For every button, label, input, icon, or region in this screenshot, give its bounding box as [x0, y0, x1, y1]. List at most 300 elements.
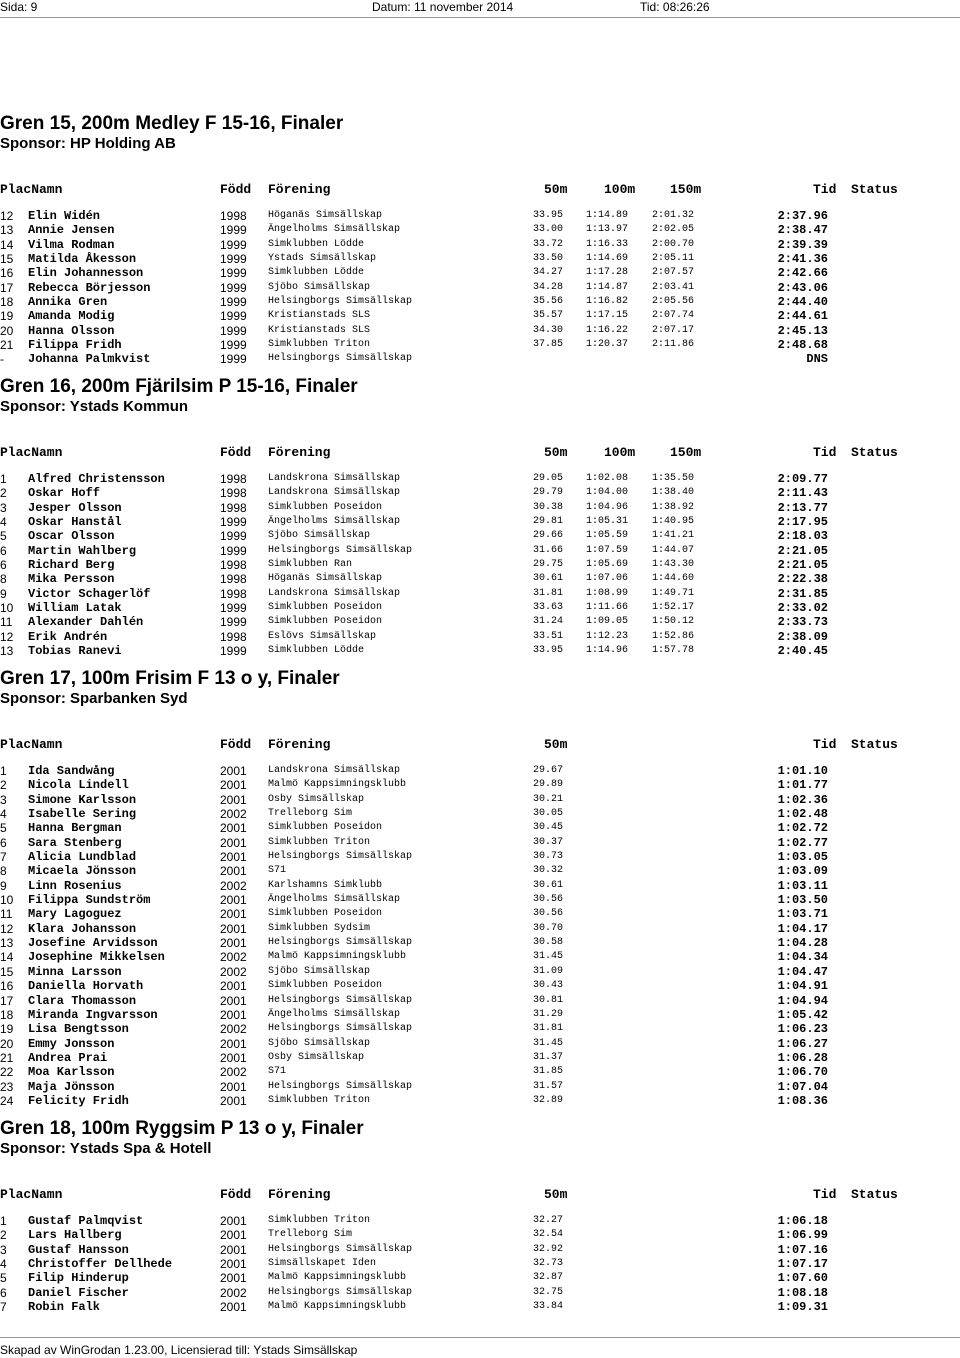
split-50m: 34.27 [533, 267, 564, 279]
club-name: Eslövs Simsällskap [268, 630, 377, 642]
club-name: Simklubben Lödde [268, 267, 365, 279]
split-100m: 1:16.33 [586, 238, 629, 250]
result-row [0, 630, 960, 644]
final-time: 1:07.16 [777, 1242, 828, 1257]
swimmer-name: Rebecca Börjesson [28, 280, 151, 295]
split-100m: 1:04.96 [586, 501, 629, 513]
split-50m: 33.51 [533, 630, 564, 642]
final-time: 1:07.17 [777, 1257, 828, 1272]
split-50m: 34.28 [533, 281, 564, 293]
birth-year: 2001 [220, 1271, 247, 1286]
placement: 12 [0, 209, 14, 223]
column-header-row [0, 1187, 960, 1203]
placement: 9 [0, 586, 7, 601]
placement: 4 [0, 1257, 7, 1272]
final-time: 2:37.96 [777, 209, 828, 223]
result-row [0, 864, 960, 878]
final-time: 1:06.28 [777, 1050, 828, 1065]
swimmer-name: Josefine Arvidsson [28, 936, 158, 951]
final-time: 2:41.36 [777, 252, 828, 267]
split-150m: 2:05.11 [652, 253, 695, 265]
placement: 16 [0, 979, 14, 994]
final-time: 2:44.61 [777, 309, 828, 324]
split-50m: 32.92 [533, 1243, 564, 1255]
split-50m: 33.95 [533, 210, 564, 221]
placement: 18 [0, 295, 14, 310]
column-header-fodd: Född [220, 445, 252, 460]
club-name: Kristianstads SLS [268, 310, 371, 322]
placement: 20 [0, 1036, 14, 1051]
placement: 5 [0, 821, 7, 836]
club-name: Malmö Kappsimningsklubb [268, 1301, 407, 1313]
column-header-150m: 150m [670, 445, 702, 460]
final-time: 2:09.77 [777, 472, 828, 486]
result-row [0, 821, 960, 835]
result-row [0, 1228, 960, 1242]
swimmer-name: Daniel Fischer [28, 1285, 129, 1300]
swimmer-name: Annie Jensen [28, 223, 115, 238]
result-row [0, 1022, 960, 1036]
result-row [0, 472, 960, 486]
split-150m: 2:03.41 [652, 281, 695, 293]
split-50m: 31.66 [533, 544, 564, 556]
split-100m: 1:05.31 [586, 516, 629, 528]
header-divider [0, 17, 960, 18]
event-sponsor: Sponsor: Ystads Kommun [0, 398, 189, 415]
result-row [0, 309, 960, 323]
final-time: 2:40.45 [777, 644, 828, 659]
split-100m: 1:16.22 [586, 324, 629, 336]
swimmer-name: Alexander Dahlén [28, 615, 144, 630]
swimmer-name: William Latak [28, 601, 122, 616]
birth-year: 1999 [220, 266, 247, 281]
split-50m: 30.81 [533, 994, 564, 1006]
split-50m: 31.57 [533, 1080, 564, 1092]
result-row [0, 644, 960, 658]
result-row [0, 850, 960, 864]
final-time: 2:21.05 [777, 543, 828, 558]
club-name: Sjöbo Simsällskap [268, 1037, 371, 1049]
result-row [0, 778, 960, 792]
split-150m: 2:07.17 [652, 324, 695, 336]
swimmer-name: Erik Andrén [28, 629, 108, 644]
placement: 21 [0, 1050, 14, 1065]
split-150m: 1:41.21 [652, 530, 695, 542]
split-100m: 1:11.66 [586, 602, 629, 614]
swimmer-name: Oscar Olsson [28, 529, 115, 544]
report-date: Datum: 11 november 2014 [372, 0, 514, 14]
split-50m: 31.24 [533, 616, 564, 628]
split-50m: 30.56 [533, 908, 564, 920]
split-50m: 30.61 [533, 573, 564, 585]
column-header-status: Status [851, 182, 898, 197]
split-50m: 37.85 [533, 339, 564, 351]
split-100m: 1:17.28 [586, 267, 629, 279]
swimmer-name: Gustaf Palmqvist [28, 1214, 144, 1228]
final-time: 1:06.27 [777, 1036, 828, 1051]
result-row [0, 764, 960, 778]
column-header-fodd: Född [220, 182, 252, 197]
placement: - [0, 352, 4, 367]
birth-year: 1999 [220, 515, 247, 530]
result-row [0, 1286, 960, 1300]
birth-year: 2001 [220, 792, 247, 807]
final-time: 1:04.94 [777, 993, 828, 1008]
swimmer-name: Emmy Jonsson [28, 1036, 115, 1051]
result-row [0, 558, 960, 572]
split-50m: 32.75 [533, 1286, 564, 1298]
result-row [0, 529, 960, 543]
swimmer-name: Hanna Olsson [28, 323, 115, 338]
birth-year: 2002 [220, 1285, 247, 1300]
placement: 21 [0, 338, 14, 353]
birth-year: 1999 [220, 644, 247, 659]
club-name: Osby Simsällskap [268, 1051, 365, 1063]
result-row [0, 907, 960, 921]
final-time: 1:04.47 [777, 964, 828, 979]
final-time: 2:13.77 [777, 500, 828, 515]
column-header-forening: Förening [268, 737, 331, 752]
column-header-placnamn: PlacNamn [0, 737, 63, 752]
split-150m: 1:38.40 [652, 487, 695, 499]
final-time: 1:02.36 [777, 792, 828, 807]
club-name: S71 [268, 865, 287, 877]
split-150m: 2:05.56 [652, 296, 695, 308]
split-50m: 30.73 [533, 851, 564, 863]
placement: 6 [0, 1285, 7, 1300]
birth-year: 1999 [220, 280, 247, 295]
split-50m: 32.54 [533, 1229, 564, 1241]
club-name: Helsingborgs Simsällskap [268, 1243, 413, 1255]
split-50m: 31.81 [533, 587, 564, 599]
column-header-status: Status [851, 1187, 898, 1202]
club-name: Sjöbo Simsällskap [268, 965, 371, 977]
club-name: Trelleborg Sim [268, 808, 353, 820]
swimmer-name: Robin Falk [28, 1300, 101, 1315]
placement: 22 [0, 1065, 14, 1080]
split-150m: 1:35.50 [652, 473, 695, 484]
swimmer-name: Filippa Sundström [28, 893, 151, 908]
swimmer-name: Alicia Lundblad [28, 850, 137, 865]
swimmer-name: Vilma Rodman [28, 237, 115, 252]
final-time: 2:31.85 [777, 586, 828, 601]
split-50m: 29.05 [533, 473, 564, 484]
column-header-forening: Förening [268, 182, 331, 197]
placement: 16 [0, 266, 14, 281]
club-name: Simklubben Lödde [268, 645, 365, 657]
club-name: Simklubben Poseidon [268, 980, 383, 992]
placement: 11 [0, 615, 13, 630]
club-name: Ängelholms Simsällskap [268, 1008, 401, 1020]
placement: 8 [0, 572, 7, 587]
split-100m: 1:14.89 [586, 210, 629, 221]
split-50m: 31.45 [533, 1037, 564, 1049]
final-time: DNS [806, 352, 828, 367]
birth-year: 2001 [220, 1050, 247, 1065]
result-row [0, 587, 960, 601]
placement: 10 [0, 601, 14, 616]
placement: 18 [0, 1007, 14, 1022]
swimmer-name: Hanna Bergman [28, 821, 122, 836]
placement: 4 [0, 807, 7, 822]
swimmer-name: Felicity Fridh [28, 1093, 129, 1108]
result-row [0, 1051, 960, 1065]
result-row [0, 615, 960, 629]
swimmer-name: Oskar Hanstål [28, 515, 122, 530]
result-row [0, 572, 960, 586]
result-row [0, 252, 960, 266]
split-50m: 29.81 [533, 516, 564, 528]
page-footer: Skapad av WinGrodan 1.23.00, Licensierad till: Ystads Simsällskap [0, 1343, 358, 1357]
birth-year: 2001 [220, 1007, 247, 1022]
birth-year: 2001 [220, 936, 247, 951]
split-50m: 29.79 [533, 487, 564, 499]
result-row [0, 879, 960, 893]
final-time: 1:06.99 [777, 1228, 828, 1243]
placement: 2 [0, 778, 7, 793]
placement: 12 [0, 921, 14, 936]
birth-year: 2002 [220, 1022, 247, 1037]
swimmer-name: Elin Widén [28, 209, 101, 223]
split-50m: 33.63 [533, 602, 564, 614]
split-100m: 1:07.59 [586, 544, 629, 556]
placement: 6 [0, 543, 7, 558]
birth-year: 1999 [220, 529, 247, 544]
swimmer-name: Micaela Jönsson [28, 864, 137, 879]
final-time: 1:03.11 [777, 878, 828, 893]
placement: 8 [0, 864, 7, 879]
swimmer-name: Annika Gren [28, 295, 108, 310]
result-row [0, 965, 960, 979]
birth-year: 2001 [220, 1300, 247, 1315]
column-header-50m: 50m [544, 445, 568, 460]
result-row [0, 338, 960, 352]
final-time: 1:03.09 [777, 864, 828, 879]
placement: 3 [0, 792, 7, 807]
club-name: Helsingborgs Simsällskap [268, 994, 413, 1006]
birth-year: 1998 [220, 629, 247, 644]
birth-year: 2001 [220, 1036, 247, 1051]
club-name: Landskrona Simsällskap [268, 473, 401, 484]
split-150m: 1:57.78 [652, 645, 695, 657]
club-name: Simklubben Triton [268, 1094, 371, 1106]
event-section [0, 376, 960, 669]
placement: 6 [0, 558, 7, 573]
result-row [0, 601, 960, 615]
final-time: 2:39.39 [777, 237, 828, 252]
club-name: Simklubben Poseidon [268, 616, 383, 628]
split-50m: 30.56 [533, 894, 564, 906]
final-time: 1:04.34 [777, 950, 828, 965]
final-time: 1:07.04 [777, 1079, 828, 1094]
swimmer-name: Filip Hinderup [28, 1271, 129, 1286]
club-name: Simklubben Poseidon [268, 908, 383, 920]
result-row [0, 324, 960, 338]
event-section [0, 113, 960, 377]
swimmer-name: Miranda Ingvarsson [28, 1007, 158, 1022]
club-name: Karlshamns Simklubb [268, 879, 383, 891]
split-100m: 1:02.08 [586, 473, 629, 484]
split-100m: 1:09.05 [586, 616, 629, 628]
final-time: 1:05.42 [777, 1007, 828, 1022]
swimmer-name: Oskar Hoff [28, 486, 101, 501]
column-header-tid: Tid [813, 182, 837, 197]
swimmer-name: Lars Hallberg [28, 1228, 122, 1243]
club-name: Simsällskapet Iden [268, 1258, 377, 1270]
club-name: Helsingborgs Simsällskap [268, 851, 413, 863]
swimmer-name: Johanna Palmkvist [28, 352, 151, 367]
swimmer-name: Elin Johannesson [28, 266, 144, 281]
birth-year: 2001 [220, 864, 247, 879]
result-row [0, 486, 960, 500]
column-header-row [0, 445, 960, 461]
swimmer-name: Mary Lagoguez [28, 907, 122, 922]
split-50m: 29.89 [533, 779, 564, 791]
final-time: 1:02.48 [777, 807, 828, 822]
final-time: 1:01.10 [777, 764, 828, 778]
final-time: 2:43.06 [777, 280, 828, 295]
split-150m: 1:38.92 [652, 501, 695, 513]
split-150m: 2:11.86 [652, 339, 695, 351]
birth-year: 1999 [220, 543, 247, 558]
swimmer-name: Gustaf Hansson [28, 1242, 129, 1257]
results-list [0, 764, 960, 1108]
final-time: 1:02.77 [777, 835, 828, 850]
split-50m: 30.37 [533, 836, 564, 848]
swimmer-name: Andrea Prai [28, 1050, 108, 1065]
birth-year: 2001 [220, 921, 247, 936]
split-50m: 33.50 [533, 253, 564, 265]
placement: 5 [0, 529, 7, 544]
column-header-status: Status [851, 445, 898, 460]
column-header-fodd: Född [220, 1187, 252, 1202]
result-row [0, 544, 960, 558]
split-100m: 1:05.59 [586, 530, 629, 542]
swimmer-name: Tobias Ranevi [28, 644, 122, 659]
swimmer-name: Filippa Fridh [28, 338, 122, 353]
split-50m: 30.21 [533, 793, 564, 805]
final-time: 2:18.03 [777, 529, 828, 544]
birth-year: 1999 [220, 352, 247, 367]
final-time: 1:09.31 [777, 1300, 828, 1315]
result-row [0, 1243, 960, 1257]
placement: 7 [0, 1300, 7, 1315]
column-header-placnamn: PlacNamn [0, 445, 63, 460]
final-time: 1:08.36 [777, 1093, 828, 1108]
split-100m: 1:04.00 [586, 487, 629, 499]
club-name: Helsingborgs Simsällskap [268, 353, 413, 365]
final-time: 1:06.23 [777, 1022, 828, 1037]
club-name: Simklubben Poseidon [268, 501, 383, 513]
final-time: 2:48.68 [777, 338, 828, 353]
placement: 14 [0, 950, 14, 965]
result-row [0, 515, 960, 529]
club-name: Helsingborgs Simsällskap [268, 544, 413, 556]
result-row [0, 893, 960, 907]
birth-year: 1998 [220, 472, 247, 486]
swimmer-name: Maja Jönsson [28, 1079, 115, 1094]
final-time: 1:06.70 [777, 1065, 828, 1080]
placement: 15 [0, 252, 14, 267]
placement: 2 [0, 1228, 7, 1243]
split-50m: 33.95 [533, 645, 564, 657]
result-row [0, 238, 960, 252]
club-name: Ängelholms Simsällskap [268, 516, 401, 528]
column-header-placnamn: PlacNamn [0, 1187, 63, 1202]
split-50m: 31.09 [533, 965, 564, 977]
birth-year: 1999 [220, 237, 247, 252]
split-100m: 1:17.15 [586, 310, 629, 322]
report-time: Tid: 08:26:26 [640, 0, 710, 14]
split-150m: 1:49.71 [652, 587, 695, 599]
swimmer-name: Josephine Mikkelsen [28, 950, 165, 965]
birth-year: 1998 [220, 486, 247, 501]
column-header-50m: 50m [544, 1187, 568, 1202]
split-50m: 29.66 [533, 530, 564, 542]
final-time: 1:07.60 [777, 1271, 828, 1286]
column-header-50m: 50m [544, 737, 568, 752]
split-50m: 32.73 [533, 1258, 564, 1270]
column-header-placnamn: PlacNamn [0, 182, 63, 197]
placement: 10 [0, 893, 14, 908]
final-time: 2:17.95 [777, 515, 828, 530]
split-150m: 2:02.05 [652, 224, 695, 236]
result-row [0, 1094, 960, 1108]
result-row [0, 1008, 960, 1022]
split-50m: 31.29 [533, 1008, 564, 1020]
club-name: Simklubben Poseidon [268, 602, 383, 614]
swimmer-name: Lisa Bengtsson [28, 1022, 129, 1037]
event-title: Gren 15, 200m Medley F 15-16, Finaler [0, 113, 344, 134]
final-time: 1:08.18 [777, 1285, 828, 1300]
final-time: 2:44.40 [777, 295, 828, 310]
birth-year: 2002 [220, 878, 247, 893]
placement: 20 [0, 323, 14, 338]
club-name: Simklubben Triton [268, 836, 371, 848]
club-name: Malmö Kappsimningsklubb [268, 779, 407, 791]
column-header-100m: 100m [604, 445, 636, 460]
result-row [0, 209, 960, 223]
club-name: Simklubben Lödde [268, 238, 365, 250]
split-100m: 1:14.69 [586, 253, 629, 265]
placement: 1 [0, 472, 7, 486]
placement: 1 [0, 764, 7, 778]
result-row [0, 223, 960, 237]
club-name: Landskrona Simsällskap [268, 487, 401, 499]
placement: 17 [0, 993, 14, 1008]
split-50m: 32.87 [533, 1272, 564, 1284]
placement: 13 [0, 644, 14, 659]
footer-divider [0, 1337, 960, 1338]
result-row [0, 352, 960, 366]
club-name: Simklubben Triton [268, 1215, 371, 1226]
placement: 15 [0, 964, 14, 979]
club-name: Simklubben Poseidon [268, 822, 383, 834]
final-time: 2:42.66 [777, 266, 828, 281]
birth-year: 2001 [220, 1257, 247, 1272]
birth-year: 1999 [220, 601, 247, 616]
final-time: 2:21.05 [777, 558, 828, 573]
split-50m: 34.30 [533, 324, 564, 336]
event-section [0, 668, 960, 1118]
swimmer-name: Mika Persson [28, 572, 115, 587]
birth-year: 1999 [220, 338, 247, 353]
placement: 6 [0, 835, 7, 850]
final-time: 2:38.47 [777, 223, 828, 238]
birth-year: 2002 [220, 1065, 247, 1080]
column-header-status: Status [851, 737, 898, 752]
split-50m: 32.27 [533, 1215, 564, 1226]
